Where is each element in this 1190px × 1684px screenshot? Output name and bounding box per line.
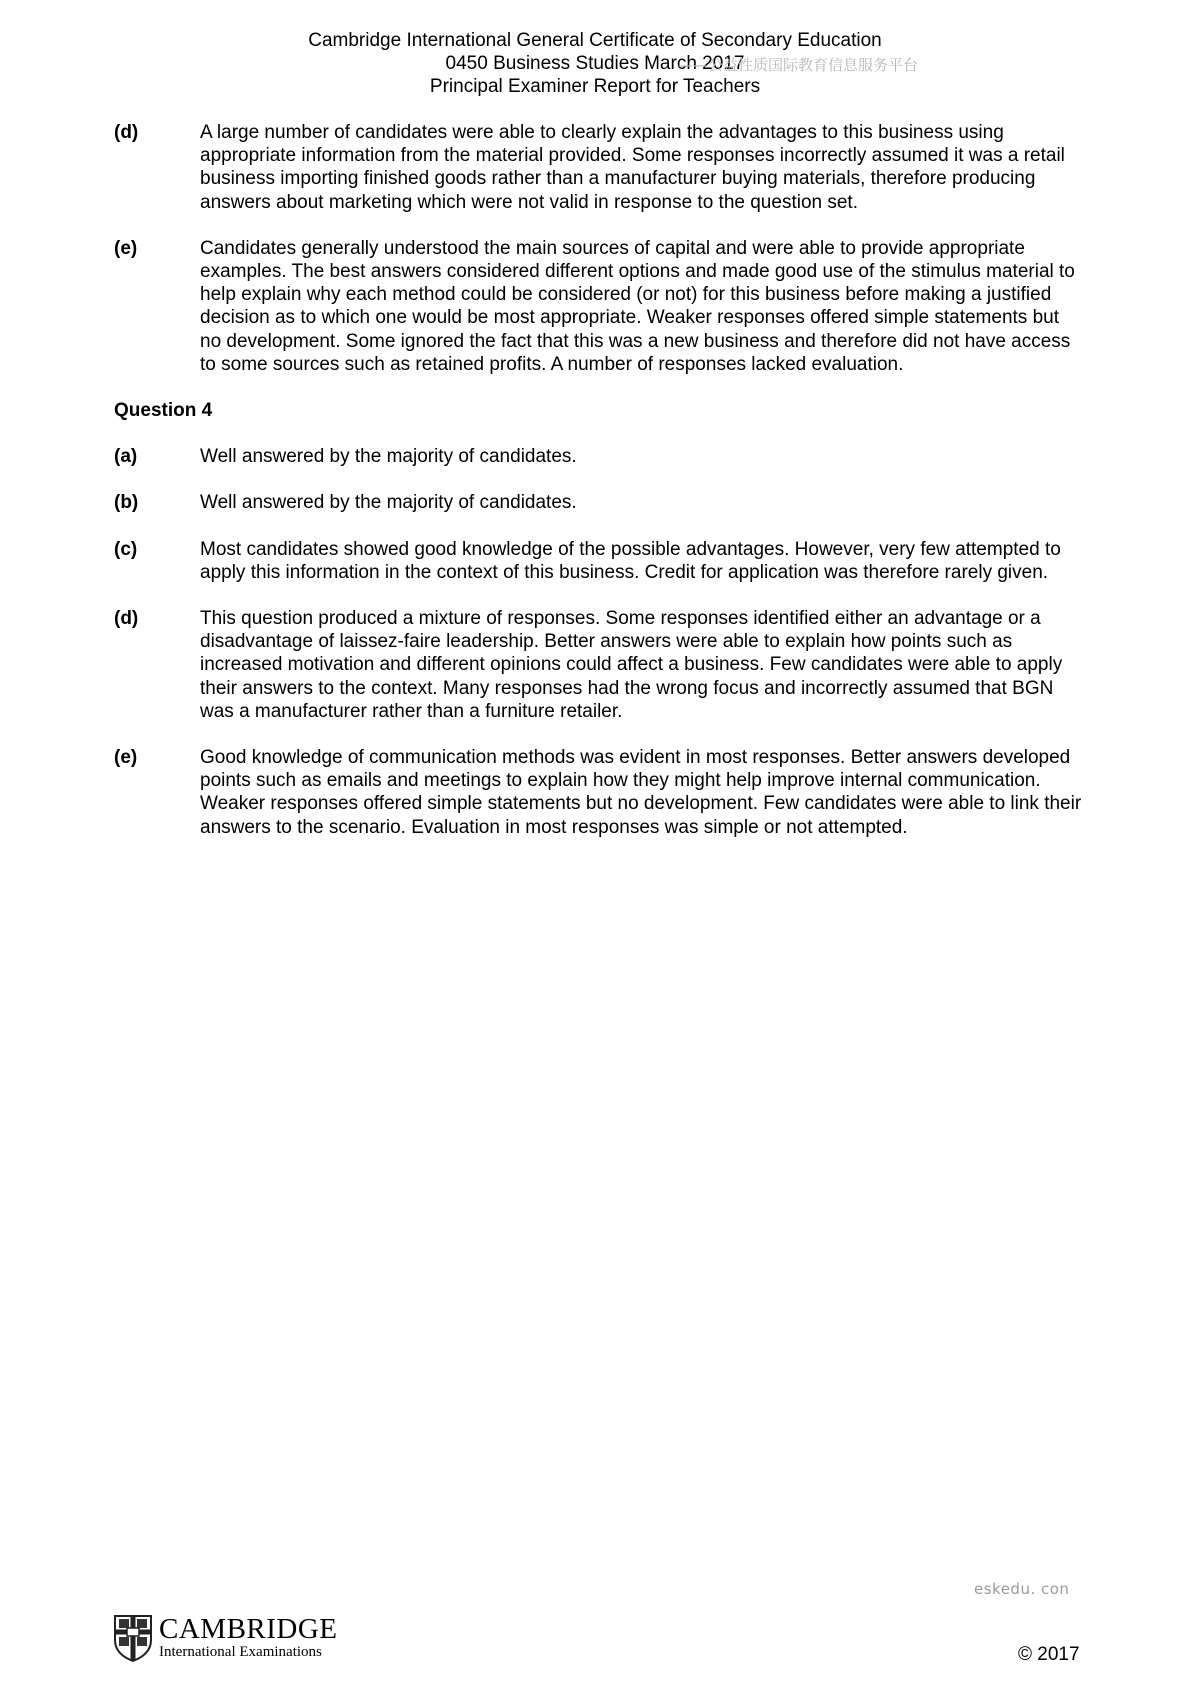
item-text: This question produced a mixture of responses. Some responses identified either an advantage or a disadvantage of laissez-faire leadership. Better answers were able to explain how points such as increased motivation and different opinions could affect a business. Few candidates were able to apply their answers to the context. Many responses had the wrong focus and incorrectly assumed that BGN was a manufacturer rather than a furniture retailer. (200, 608, 1063, 722)
item-text: Well answered by the majority of candidates. (200, 492, 577, 514)
answer-item-4a (114, 445, 1084, 468)
header-report-type: Principal Examiner Report for Teachers (429, 76, 761, 97)
cambridge-logo (113, 1614, 338, 1662)
watermark-text: ——公益性质国际教育信息服务平台 (678, 56, 919, 74)
header-title: Cambridge International General Certificate of Secondary Education (308, 30, 882, 51)
item-label: (d) (114, 608, 139, 630)
item-text: Candidates generally understood the main sources of capital and were able to provide appropriate examples. The best answers considered different options and made good use of the stimulus material to help explain why each method could be considered (or not) for this business before making a justified decision as to which one would be most appropriate. Weaker responses offered simple statements but no development. Some ignored the fact that this was a new business and therefore did not have access to some sources such as retained profits. A number of responses lacked evaluation. (200, 237, 1075, 375)
item-label: (e) (114, 237, 138, 259)
item-label: (a) (114, 446, 138, 468)
answer-item-4e (114, 746, 1084, 839)
header-subject: 0450 Business Studies March 2017 (445, 53, 745, 74)
report-body (114, 121, 1084, 862)
item-label: (e) (114, 747, 138, 769)
answer-item-4d (114, 607, 1084, 723)
answer-item-4b (114, 491, 1084, 514)
page-header (0, 29, 1190, 98)
footer-site-text: eskedu. con (974, 1580, 1070, 1598)
item-text: A large number of candidates were able to clearly explain the advantages to this business using appropriate information from the material provided. Some responses incorrectly assumed it was a retail business importing finished goods rather than a manufacturer buying materials, therefore producing answers about marketing which were not valid in response to the question set. (200, 122, 1065, 213)
cambridge-crest-icon (113, 1614, 153, 1662)
logo-subtitle: International Examinations (159, 1643, 322, 1660)
answer-item-4c (114, 538, 1084, 584)
item-text: Well answered by the majority of candidates. (200, 446, 577, 468)
question-heading: Question 4 (114, 400, 213, 422)
answer-item-e (114, 237, 1084, 376)
item-label: (d) (114, 122, 139, 143)
item-text: Good knowledge of communication methods was evident in most responses. Better answers developed points such as emails and meetings to explain how they might help improve internal communication. Weaker responses offered simple statements but no development. Few candidates were able to link their answers to the scenario. Evaluation in most responses was simple or not attempted. (200, 747, 1082, 838)
item-label: (b) (114, 492, 139, 514)
logo-name: CAMBRIDGE (159, 1612, 338, 1645)
logo-text (159, 1612, 338, 1661)
item-label: (c) (114, 538, 138, 560)
item-text: Most candidates showed good knowledge of the possible advantages. However, very few attempted to apply this information in the context of this business. Credit for application was therefore rarely given. (200, 538, 1061, 583)
answer-item-d (114, 121, 1084, 214)
copyright-text: © 2017 (1018, 1644, 1080, 1665)
